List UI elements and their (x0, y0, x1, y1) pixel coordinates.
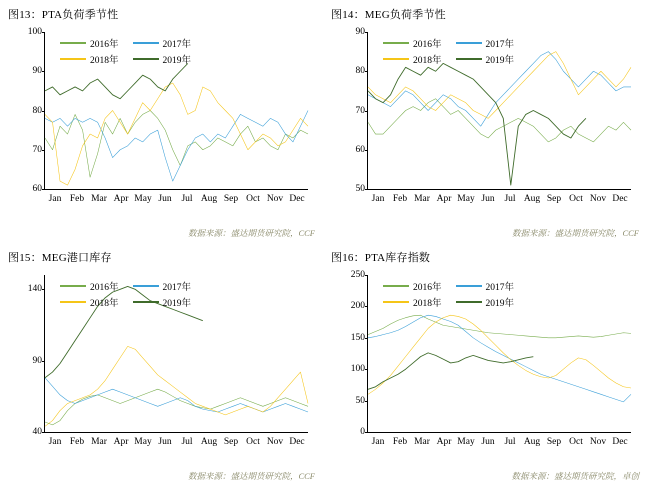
chart-15 (6, 269, 314, 459)
legend-swatch-2018 (383, 58, 409, 60)
y-tick-label: 100 (27, 27, 42, 37)
series-line-2019年 (368, 353, 533, 389)
legend-item-2017 (133, 279, 192, 293)
x-tick-label: Feb (69, 194, 85, 204)
legend-label-2017: 2017年 (485, 283, 515, 293)
x-tick-label: Jan (48, 194, 62, 204)
legend-item-2016 (60, 36, 119, 50)
x-tick-label: Jan (371, 437, 385, 447)
y-tick-label: 90 (32, 355, 42, 366)
series-line-2019年 (45, 63, 188, 98)
x-tick-label: Jul (504, 194, 516, 204)
x-axis-13 (44, 194, 308, 208)
x-tick-label: May (457, 437, 475, 447)
legend-swatch-2017 (456, 285, 482, 287)
series-line-2017年 (45, 378, 308, 412)
series-line-2017年 (368, 315, 631, 402)
series-line-2018年 (368, 315, 631, 394)
page-title-13: 图13：PTA负荷季节性 (8, 9, 119, 21)
source-note-15: 数据来源：盛达期货研究院，CCF (187, 471, 315, 481)
x-tick-label: Jun (158, 194, 172, 204)
legend-label-2016: 2016年 (90, 40, 119, 50)
y-tick-mark (42, 432, 45, 433)
legend-13 (60, 36, 191, 66)
legend-label-2019: 2019年 (162, 56, 192, 66)
legend-item-2019 (456, 52, 515, 66)
x-tick-label: Jul (181, 437, 193, 447)
legend-swatch-2019 (456, 301, 482, 304)
legend-label-2019: 2019年 (485, 299, 515, 309)
x-tick-label: Nov (266, 194, 284, 204)
x-tick-label: Sep (223, 194, 239, 204)
series-line-2016年 (368, 99, 631, 142)
legend-15 (60, 279, 191, 309)
legend-swatch-2018 (383, 301, 409, 303)
legend-label-2019: 2019年 (162, 299, 192, 309)
x-tick-label: Dec (612, 194, 628, 204)
x-tick-label: Aug (523, 194, 541, 204)
x-tick-label: Apr (436, 194, 452, 204)
x-tick-label: Jun (481, 194, 495, 204)
legend-label-2016: 2016年 (90, 283, 119, 293)
x-tick-label: Feb (392, 437, 408, 447)
x-tick-label: Apr (113, 194, 129, 204)
legend-swatch-2016 (60, 42, 86, 44)
panel-pta-load (0, 0, 323, 243)
legend-swatch-2018 (60, 58, 86, 60)
page-title-16: 图16：PTA库存指数 (331, 252, 431, 264)
x-tick-label: Jul (504, 437, 516, 447)
x-tick-label: Oct (246, 194, 260, 204)
x-tick-label: Jul (181, 194, 193, 204)
x-tick-label: Apr (436, 437, 452, 447)
y-tick-mark (365, 432, 368, 433)
y-tick-label: 70 (355, 105, 365, 116)
legend-item-2018 (60, 52, 119, 66)
legend-swatch-2017 (133, 285, 159, 287)
x-tick-label: May (134, 194, 152, 204)
chart-13 (6, 26, 314, 216)
x-tick-label: Jun (158, 437, 172, 447)
legend-item-2019 (133, 295, 192, 309)
x-tick-label: Jan (371, 194, 385, 204)
x-tick-label: Oct (246, 437, 260, 447)
x-tick-label: Mar (91, 437, 107, 447)
x-tick-label: Feb (69, 437, 85, 447)
legend-16 (383, 279, 514, 309)
series-line-2018年 (45, 346, 308, 426)
series-line-2016年 (45, 389, 308, 425)
legend-swatch-2017 (456, 42, 482, 44)
legend-label-2018: 2018年 (413, 56, 442, 66)
y-tick-label: 80 (355, 66, 365, 77)
x-tick-label: Oct (569, 437, 583, 447)
source-note-14: 数据来源：盛达期货研究院，CCF (511, 228, 639, 238)
panel-pta-stock-index (323, 243, 647, 486)
series-line-2019年 (368, 63, 586, 185)
legend-swatch-2017 (133, 42, 159, 44)
legend-14 (383, 36, 514, 66)
legend-swatch-2016 (383, 285, 409, 287)
panel-meg-load (323, 0, 647, 243)
legend-label-2016: 2016年 (413, 283, 442, 293)
x-tick-label: Nov (266, 437, 284, 447)
y-tick-label: 90 (355, 27, 365, 37)
legend-swatch-2016 (383, 42, 409, 44)
legend-item-2017 (456, 36, 515, 50)
legend-item-2016 (383, 279, 442, 293)
x-tick-label: Mar (414, 194, 430, 204)
legend-item-2016 (383, 36, 442, 50)
x-tick-label: Aug (200, 437, 218, 447)
legend-label-2019: 2019年 (485, 56, 515, 66)
y-tick-label: 0 (360, 427, 365, 437)
x-tick-label: Mar (91, 194, 107, 204)
y-tick-mark (365, 189, 368, 190)
x-tick-label: Nov (589, 194, 607, 204)
x-tick-label: May (457, 194, 475, 204)
x-axis-15 (44, 437, 308, 451)
series-line-2016年 (368, 315, 631, 338)
legend-swatch-2016 (60, 285, 86, 287)
y-tick-label: 60 (355, 144, 365, 155)
x-tick-label: Dec (289, 194, 305, 204)
y-tick-label: 60 (32, 184, 42, 194)
x-tick-label: Sep (546, 194, 562, 204)
x-tick-label: Jan (48, 437, 62, 447)
chart-14 (329, 26, 637, 216)
legend-swatch-2018 (60, 301, 86, 303)
y-tick-label: 150 (350, 332, 365, 343)
x-tick-label: Sep (546, 437, 562, 447)
y-tick-label: 40 (32, 427, 42, 437)
legend-item-2018 (383, 52, 442, 66)
y-tick-label: 250 (350, 270, 365, 280)
y-tick-label: 50 (355, 395, 365, 406)
legend-item-2017 (133, 36, 192, 50)
panel-meg-port-stock (0, 243, 323, 486)
legend-swatch-2019 (133, 301, 159, 304)
chart-16 (329, 269, 637, 459)
x-tick-label: Dec (289, 437, 305, 447)
legend-label-2017: 2017年 (162, 40, 192, 50)
y-tick-label: 90 (32, 66, 42, 77)
x-tick-label: Dec (612, 437, 628, 447)
x-axis-14 (367, 194, 631, 208)
legend-label-2017: 2017年 (162, 283, 192, 293)
y-tick-label: 70 (32, 144, 42, 155)
x-tick-label: Jun (481, 437, 495, 447)
y-tick-mark (42, 189, 45, 190)
legend-swatch-2019 (133, 58, 159, 61)
legend-label-2017: 2017年 (485, 40, 515, 50)
x-tick-label: Sep (223, 437, 239, 447)
legend-label-2016: 2016年 (413, 40, 442, 50)
legend-item-2018 (383, 295, 442, 309)
legend-swatch-2019 (456, 58, 482, 61)
x-tick-label: Nov (589, 437, 607, 447)
page-title-14: 图14：MEG负荷季节性 (331, 9, 446, 21)
x-tick-label: Aug (200, 194, 218, 204)
x-tick-label: Aug (523, 437, 541, 447)
legend-label-2018: 2018年 (90, 56, 119, 66)
y-tick-label: 50 (355, 184, 365, 194)
legend-label-2018: 2018年 (90, 299, 119, 309)
x-tick-label: Mar (414, 437, 430, 447)
x-tick-label: Oct (569, 194, 583, 204)
page-title-15: 图15：MEG港口库存 (8, 252, 112, 264)
x-tick-label: Apr (113, 437, 129, 447)
y-tick-label: 100 (350, 364, 365, 375)
legend-label-2018: 2018年 (413, 299, 442, 309)
legend-item-2017 (456, 279, 515, 293)
series-line-2017年 (45, 111, 308, 182)
x-tick-label: Feb (392, 194, 408, 204)
x-axis-16 (367, 437, 631, 451)
y-tick-label: 200 (350, 301, 365, 312)
legend-item-2018 (60, 295, 119, 309)
legend-item-2019 (456, 295, 515, 309)
source-note-13: 数据来源：盛达期货研究院，CCF (187, 228, 315, 238)
source-note-16: 数据来源：盛达期货研究院，卓创 (511, 471, 639, 481)
legend-item-2016 (60, 279, 119, 293)
legend-item-2019 (133, 52, 192, 66)
x-tick-label: May (134, 437, 152, 447)
y-tick-label: 140 (27, 284, 42, 295)
series-line-2018年 (45, 83, 308, 185)
y-tick-label: 80 (32, 105, 42, 116)
